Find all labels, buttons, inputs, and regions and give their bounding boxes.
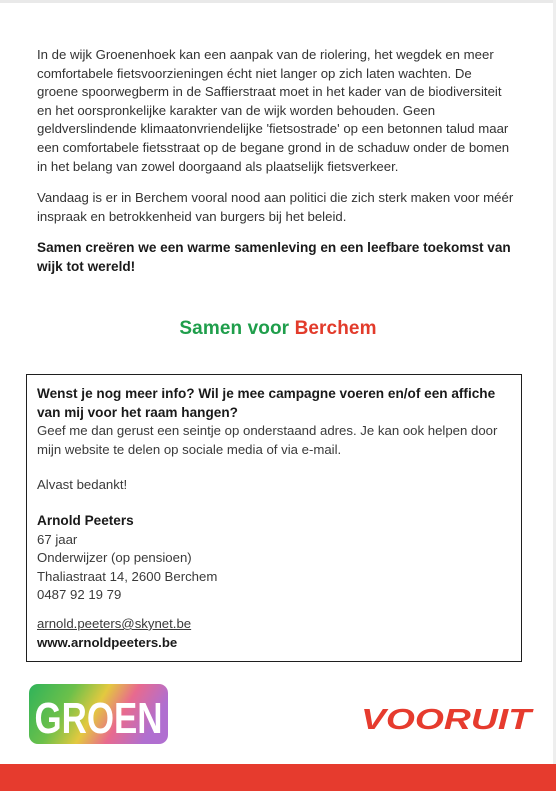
contact-question: Wenst je nog meer info? Wil je mee campagne voeren en/of een affiche van mij voor het raam hangen? <box>37 386 496 420</box>
contact-text: Geef me dan gerust een seintje op onderstaand adres. Je kan ook helpen door mijn website te delen op sociale media of via e-mail. <box>37 423 498 457</box>
slogan-part-2: Berchem <box>294 318 377 339</box>
groen-logo-text: GROEN <box>34 694 163 743</box>
contact-box <box>26 374 522 662</box>
vooruit-logo <box>358 700 534 734</box>
contact-age: 67 jaar <box>37 531 78 547</box>
contact-thanks: Alvast bedankt! <box>37 477 128 493</box>
contact-phone: 0487 92 19 79 <box>37 587 122 603</box>
top-divider <box>0 0 556 3</box>
intro-paragraph-3: Samen creëren we een warme samenleving en een leefbare toekomst van wijk tot wereld! <box>37 240 511 274</box>
slogan <box>0 318 556 340</box>
intro-text <box>37 46 515 277</box>
contact-email-row <box>37 615 513 634</box>
contact-name: Arnold Peeters <box>37 512 134 528</box>
contact-occupation: Onderwijzer (op pensioen) <box>37 550 192 566</box>
slogan-part-1: Samen voor <box>179 318 290 339</box>
footer-bar <box>0 764 556 791</box>
contact-website-row <box>37 634 513 653</box>
vooruit-logo-text: VOORUIT <box>361 704 534 736</box>
intro-paragraph-2: Vandaag is er in Berchem vooral nood aan politici die zich sterk maken voor méér inspraak en betrokkenheid van burgers bij het beleid. <box>37 190 514 224</box>
intro-paragraph-1: In de wijk Groenenhoek kan een aanpak van de riolering, het wegdek en meer comfortabele fietsvoorzieningen écht niet langer op zich laten wachten. De groene spoorwegberm in de Saffierstraat moet in het kader van de biodiversiteit en het oorspronkelijke karakter van de wijk worden behouden. Geen geldverslindende klimaatonvriendelijke 'fietsostrade' op een betonnen talud maar een comfortabele fietsstraat op de begane grond in de schaduw onder de bomen in het belang van zowel doorgaand als plaatselijk fietsverkeer. <box>37 47 510 174</box>
website-link[interactable]: www.arnoldpeeters.be <box>37 634 178 650</box>
email-link[interactable]: arnold.peeters@skynet.be <box>37 615 192 631</box>
contact-address: Thaliastraat 14, 2600 Berchem <box>37 568 218 584</box>
groen-logo <box>29 684 168 744</box>
